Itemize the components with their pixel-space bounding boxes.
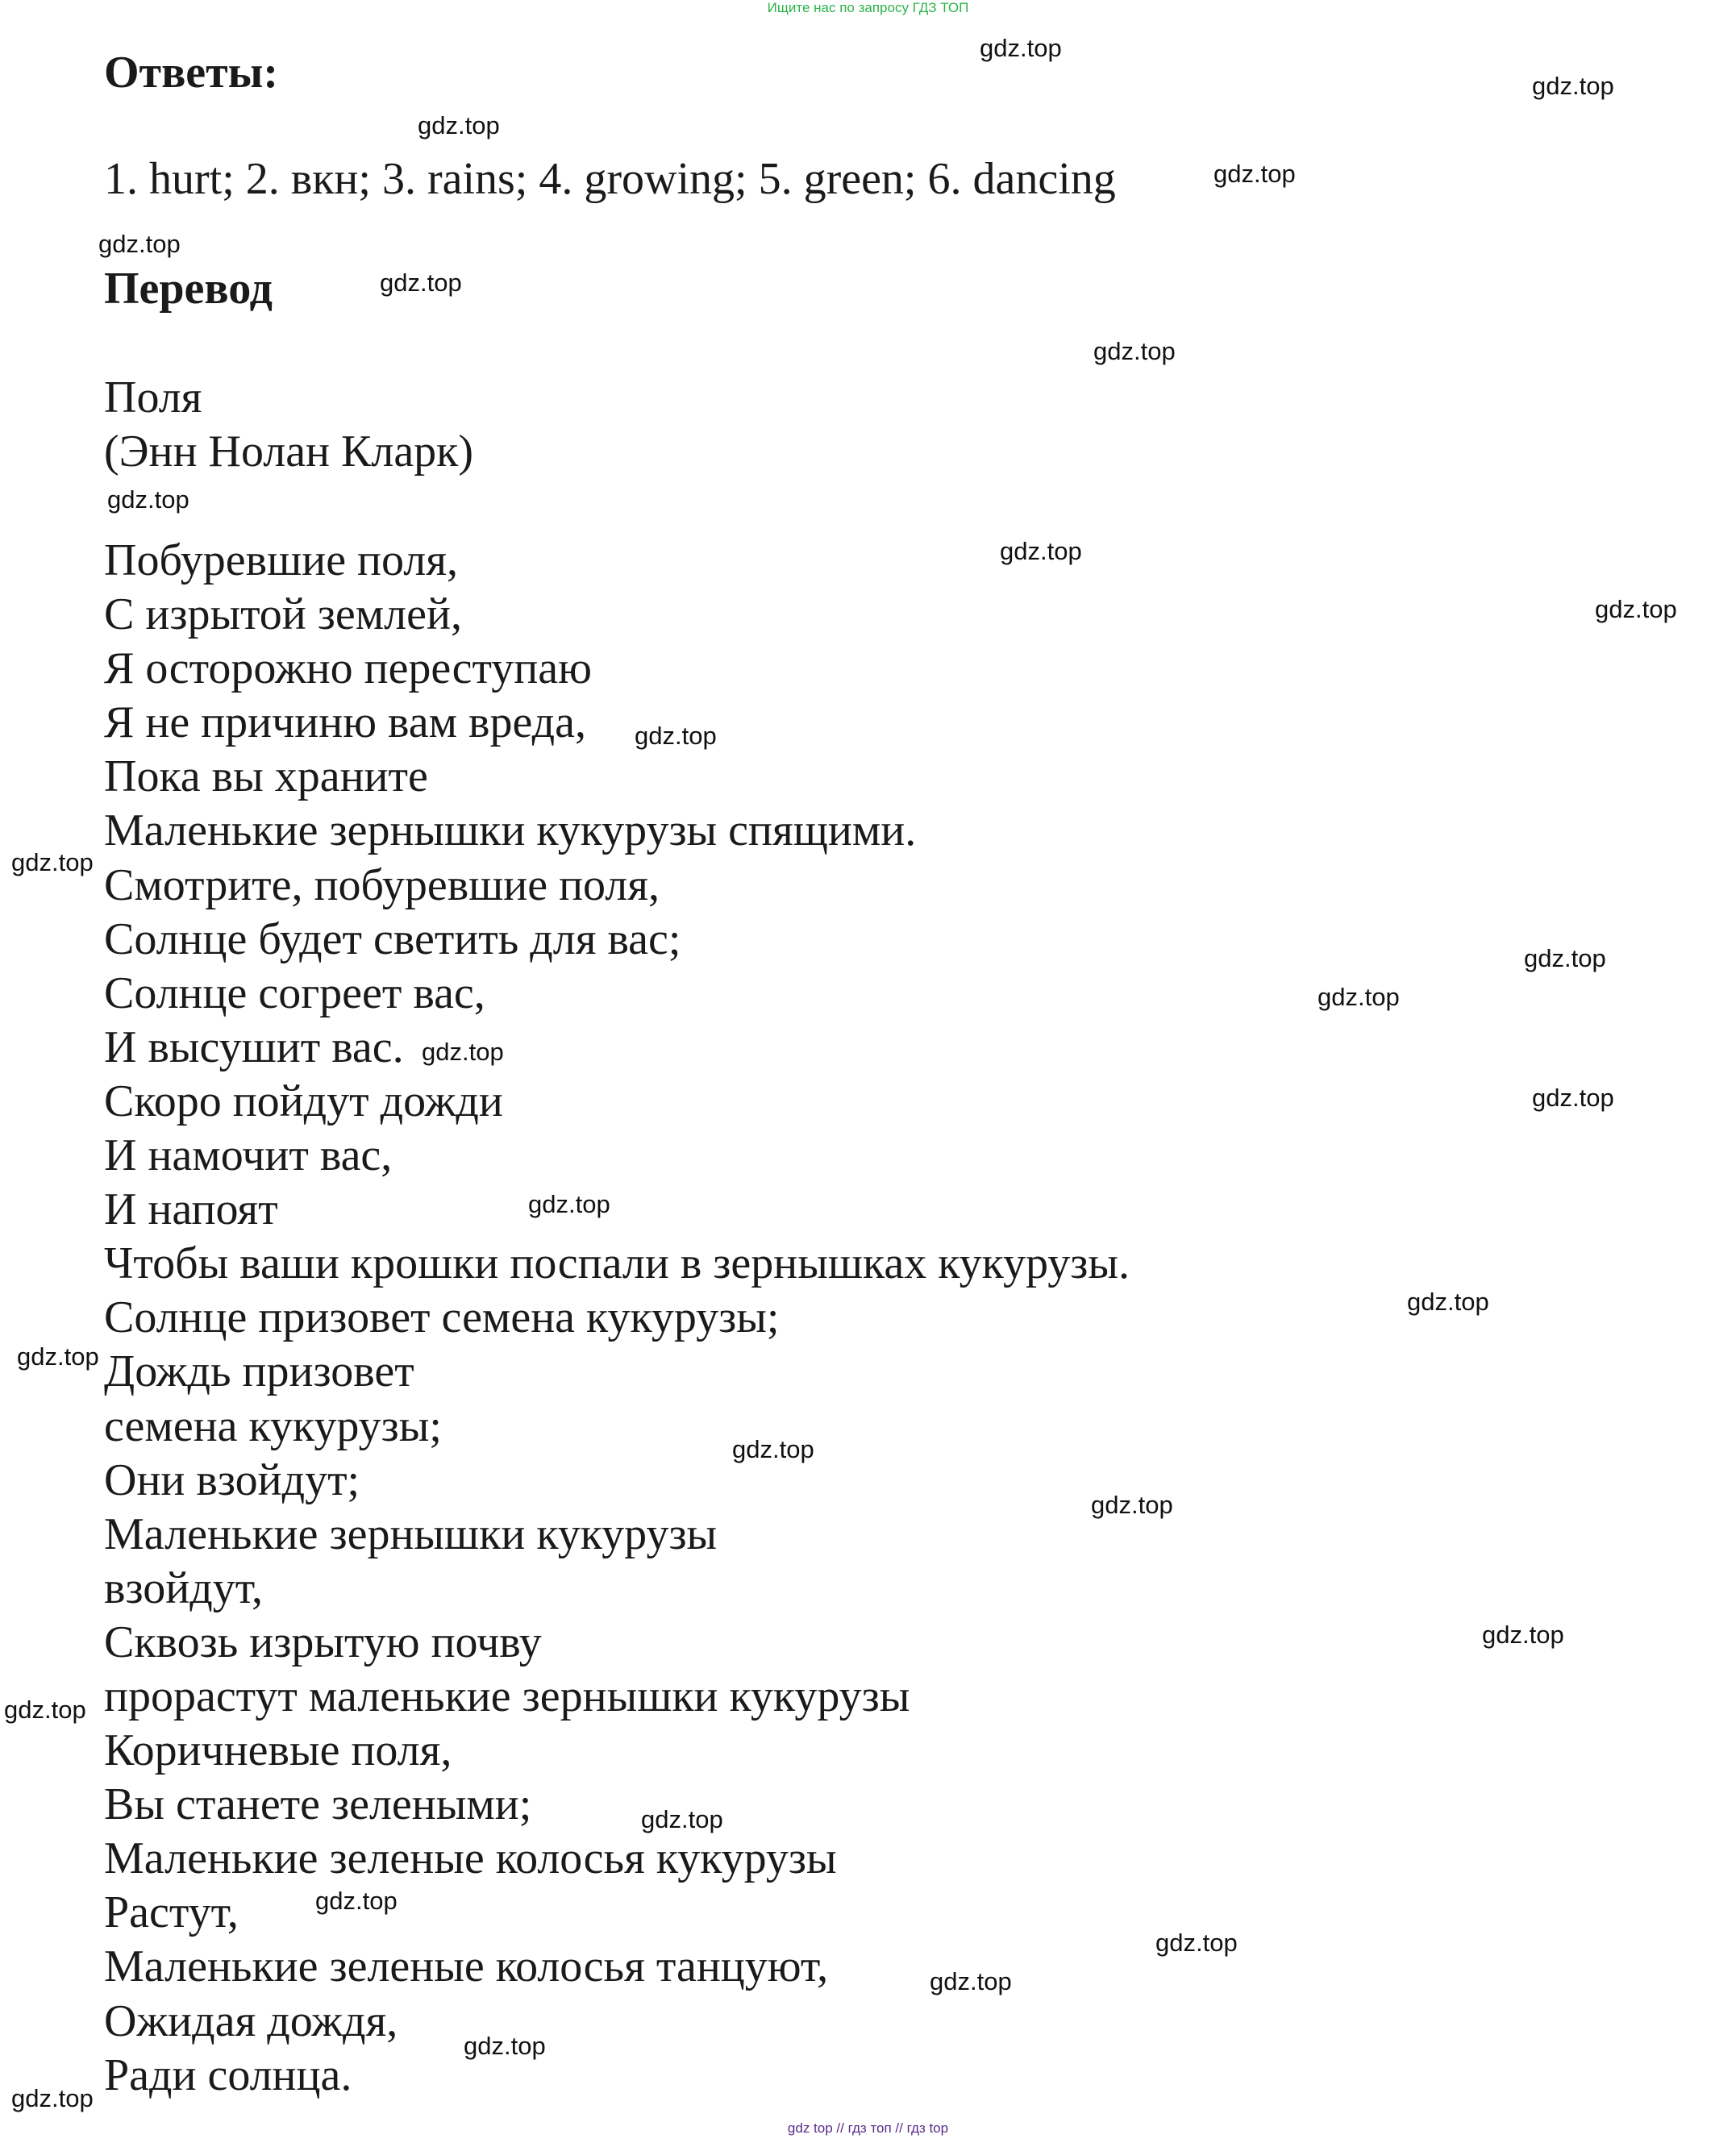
watermark: gdz.top [1000, 537, 1082, 565]
watermark: gdz.top [11, 2084, 94, 2112]
watermark: gdz.top [1532, 1084, 1614, 1112]
watermark: gdz.top [418, 111, 500, 139]
poem-author: (Энн Нолан Кларк) [104, 427, 474, 476]
poem-line: взойдут, [104, 1563, 263, 1613]
bottom-footer: gdz top // гдз топ // гдз top [787, 2120, 949, 2136]
poem-line: Маленькие зернышки кукурузы спящими. [104, 805, 917, 856]
watermark: gdz.top [4, 1696, 86, 1724]
watermark: gdz.top [1482, 1621, 1564, 1649]
watermark: gdz.top [107, 485, 189, 514]
poem-title: Поля [104, 372, 202, 422]
watermark: gdz.top [641, 1805, 723, 1833]
poem-line: Вы станете зелеными; [104, 1779, 532, 1830]
poem-line: С изрытой землей, [104, 589, 462, 640]
watermark: gdz.top [1155, 1929, 1238, 1957]
poem-line: прорастут маленькие зернышки кукурузы [104, 1671, 910, 1721]
answers-heading: Ответы: [104, 48, 279, 98]
watermark: gdz.top [1093, 337, 1176, 365]
top-banner: Ищите нас по запросу ГДЗ ТОП [767, 0, 969, 15]
poem-line: Солнце согреет вас, [104, 967, 485, 1018]
watermark: gdz.top [464, 2032, 546, 2060]
watermark: gdz.top [315, 1887, 398, 1915]
poem-line: Скоро пойдут дожди [104, 1076, 503, 1126]
watermark: gdz.top [1595, 595, 1677, 623]
poem-line: Маленькие зернышки кукурузы [104, 1508, 718, 1559]
answers-list: 1. hurt; 2. вкн; 3. rains; 4. growing; 5. green; 6. dancing [104, 154, 1116, 204]
poem-line: Смотрите, побуревшие поля, [104, 859, 660, 910]
poem-line: Маленькие зеленые колосья танцуют, [104, 1941, 829, 1992]
watermark: gdz.top [1318, 983, 1400, 1011]
watermark: gdz.top [1407, 1288, 1489, 1316]
poem-line: Я осторожно переступаю [104, 643, 592, 694]
watermark: gdz.top [732, 1435, 814, 1463]
poem-line: Сквозь изрытую почву [104, 1617, 542, 1667]
poem-line: Дождь призовет [104, 1346, 414, 1397]
poem-line: Солнце призовет семена кукурузы; [104, 1292, 780, 1343]
poem-line: И намочит вас, [104, 1130, 393, 1181]
poem-line: Они взойдут; [104, 1454, 360, 1505]
poem-header [104, 371, 473, 479]
watermark: gdz.top [528, 1190, 610, 1218]
poem-line: Пока вы храните [104, 751, 428, 802]
poem-line: Маленькие зеленые колосья кукурузы [104, 1833, 837, 1884]
poem-line: Побуревшие поля, [104, 535, 458, 585]
poem-line: Я не причиню вам вреда, [104, 697, 586, 748]
poem-line: И высушит вас. [104, 1022, 404, 1072]
poem-line: Чтобы ваши крошки поспали в зернышках кукурузы. [104, 1238, 1130, 1289]
watermark: gdz.top [422, 1038, 504, 1066]
watermark: gdz.top [930, 1967, 1012, 1995]
poem-line: семена кукурузы; [104, 1400, 442, 1451]
poem-line: Ожидая дождя, [104, 1995, 398, 2046]
watermark: gdz.top [980, 34, 1062, 62]
poem-line: И напоят [104, 1184, 278, 1235]
watermark: gdz.top [1532, 72, 1614, 100]
watermark: gdz.top [1091, 1491, 1173, 1519]
watermark: gdz.top [635, 722, 717, 750]
translation-heading: Перевод [104, 264, 273, 314]
poem-line: Солнце будет светить для вас; [104, 913, 681, 964]
watermark: gdz.top [1524, 944, 1606, 972]
watermark: gdz.top [98, 230, 181, 258]
poem-line: Коричневые поля, [104, 1725, 452, 1776]
poem-body [104, 534, 1130, 2103]
watermark: gdz.top [1214, 160, 1296, 188]
watermark: gdz.top [380, 268, 462, 297]
poem-line: Растут, [104, 1887, 239, 1938]
poem-line: Ради солнца. [104, 2049, 352, 2100]
watermark: gdz.top [11, 848, 94, 876]
watermark: gdz.top [17, 1342, 99, 1371]
